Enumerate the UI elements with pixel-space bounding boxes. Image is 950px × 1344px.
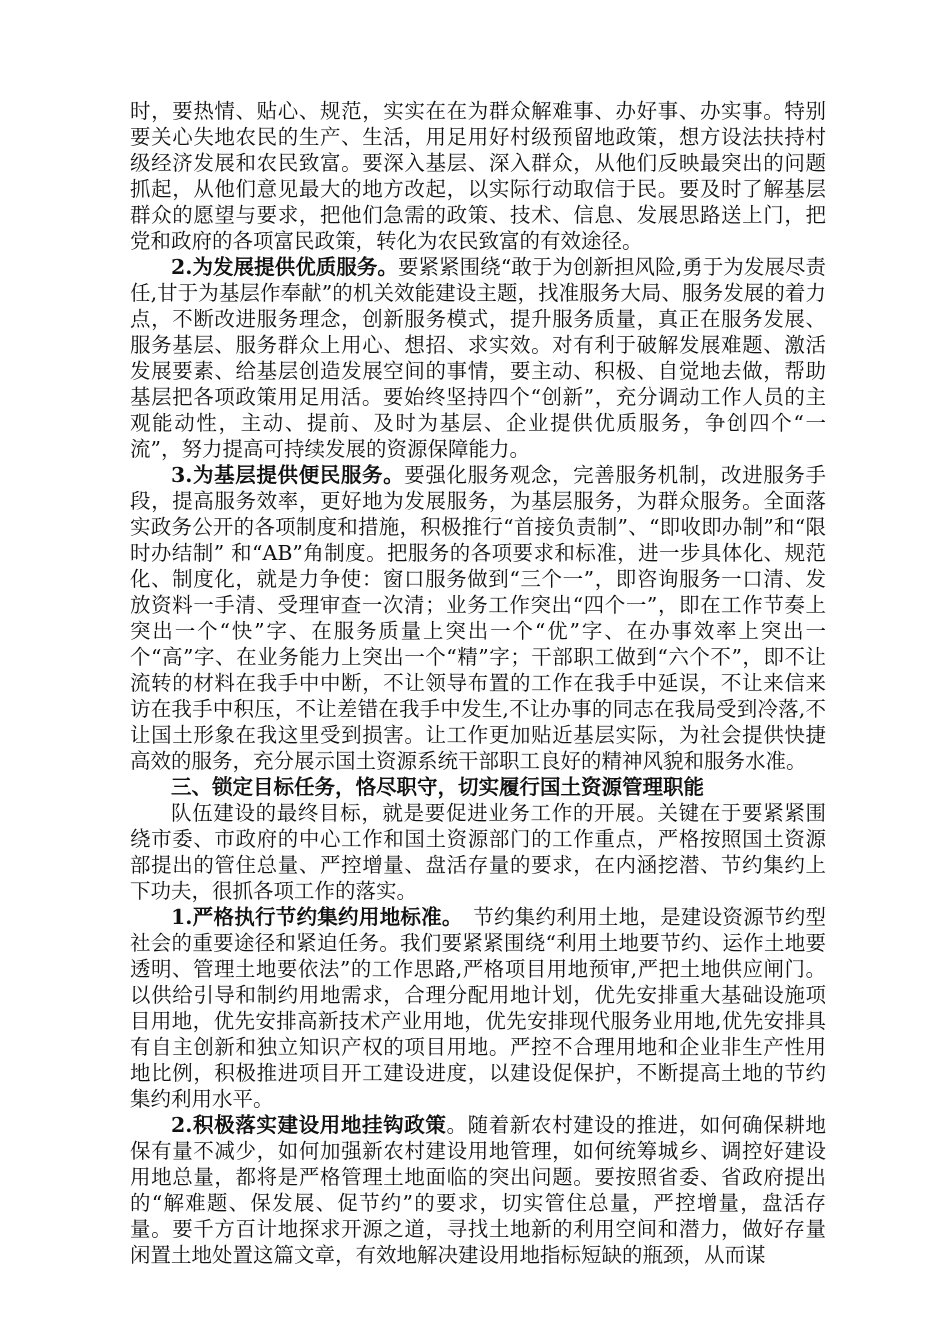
paragraph-lead: 1.严格执行节约集约用地标准。 [171, 905, 453, 929]
paragraph-text: 要紧紧围绕“敢于为创新担风险,勇于为发展尽责任,甘于为基层作奉献”的机关效能建设主题，找准服务大局、服务发展的着力点，不断改进服务理念，创新服务模式，提升服务质量，真正在服务发展、服务基层、服务群众上用心、想招、求实效。对有利于破解发展难题、激活发展要素、给基层创造发展空间的事情，要主动、积极、自觉地去做，帮助基层把各项政策用足用活。要始终坚持四个“创新”，充分调动工作人员的主观能动性，主动、提前、及时为基层、企业提供优质服务，争创四个“一流”，努力提高可持续发展的资源保障能力。 [130, 255, 826, 461]
paragraph-section-intro [130, 800, 826, 904]
section-heading: 三、锁定目标任务，恪尽职守，切实履行国土资源管理职能 [171, 775, 704, 799]
paragraph-item-2b [130, 1112, 826, 1268]
paragraph-continuation [130, 98, 826, 254]
paragraph-lead: 3.为基层提供便民服务。 [171, 463, 405, 487]
paragraph-text: 。随着新农村建设的推进，如何确保耕地保有量不减少，如何加强新农村建设用地管理，如何统筹城乡、调控好建设用地总量，都将是严格管理土地面临的突出问题。要按照省委、省政府提出的“解难题、保发展、促节约”的要求，切实管住总量，严控增量，盘活存量。要千方百计地探求开源之道，寻找土地新的利用空间和潜力，做好存量闲置土地处置这篇文章，有效地解决建设用地指标短缺的瓶颈，从而谋 [130, 1113, 827, 1267]
paragraph-text: 节约集约利用土地，是建设资源节约型社会的重要途径和紧迫任务。我们要紧紧围绕“利用土地要节约、运作土地要透明、管理土地要依法”的工作思路,严格项目用地预审,严把土地供应闸门。以供给引导和制约用地需求，合理分配用地计划，优先安排重大基础设施项目用地，优先安排高新技术产业用地，优先安排现代服务业用地,优先安排具有自主创新和独立知识产权的项目用地。严控不合理用地和企业非生产性用地比例，积极推进项目开工建设进度，以建设促保护，不断提高土地的节约集约利用水平。 [130, 905, 826, 1111]
paragraph-lead: 2.积极落实建设用地挂钩政策 [171, 1113, 447, 1137]
paragraph-item-2 [130, 254, 826, 462]
paragraph-item-3 [130, 462, 826, 774]
paragraph-text: 时，要热情、贴心、规范，实实在在为群众解难事、办好事、办实事。特别要关心失地农民的生产、生活，用足用好村级预留地政策，想方设法扶持村级经济发展和农民致富。要深入基层、深入群众，从他们反映最突出的问题抓起，从他们意见最大的地方改起，以实际行动取信于民。要及时了解基层群众的愿望与要求，把他们急需的政策、技术、信息、发展思路送上门，把党和政府的各项富民政策，转化为农民致富的有效途径。 [130, 99, 826, 253]
paragraph-lead: 2.为发展提供优质服务。 [171, 255, 398, 279]
paragraph-item-1 [130, 904, 826, 1112]
paragraph-text: 要强化服务观念，完善服务机制，改进服务手段，提高服务效率，更好地为发展服务，为基层服务，为群众服务。全面落实政务公开的各项制度和措施，积极推行“首接负责制”、“即收即办制”和“限时办结制” 和“AB”角制度。把服务的各项要求和标准，进一步具体化、规范化、制度化，就是力争使：窗口服务做到“三个一”，即咨询服务一口清、发放资料一手清、受理审查一次清；业务工作突出“四个一”，即在工作节奏上突出一个“快”字、在服务质量上突出一个“优”字、在办事效率上突出一个“高”字、在业务能力上突出一个“精”字；干部职工做到“六个不”，即不让流转的材料在我手中中断，不让领导布置的工作在我手中延误，不让来信来访在我手中积压，不让差错在我手中发生,不让办事的同志在我局受到冷落,不让国土形象在我这里受到损害。让工作更加贴近基层实际，为社会提供快捷高效的服务，充分展示国土资源系统干部职工良好的精神风貌和服务水准。 [130, 463, 826, 773]
paragraph-text: 队伍建设的最终目标，就是要促进业务工作的开展。关键在于要紧紧围绕市委、市政府的中心工作和国土资源部门的工作重点，严格按照国土资源部提出的管住总量、严控增量、盘活存量的要求，在内涵挖潜、节约集约上下功夫，很抓各项工作的落实。 [130, 801, 826, 903]
